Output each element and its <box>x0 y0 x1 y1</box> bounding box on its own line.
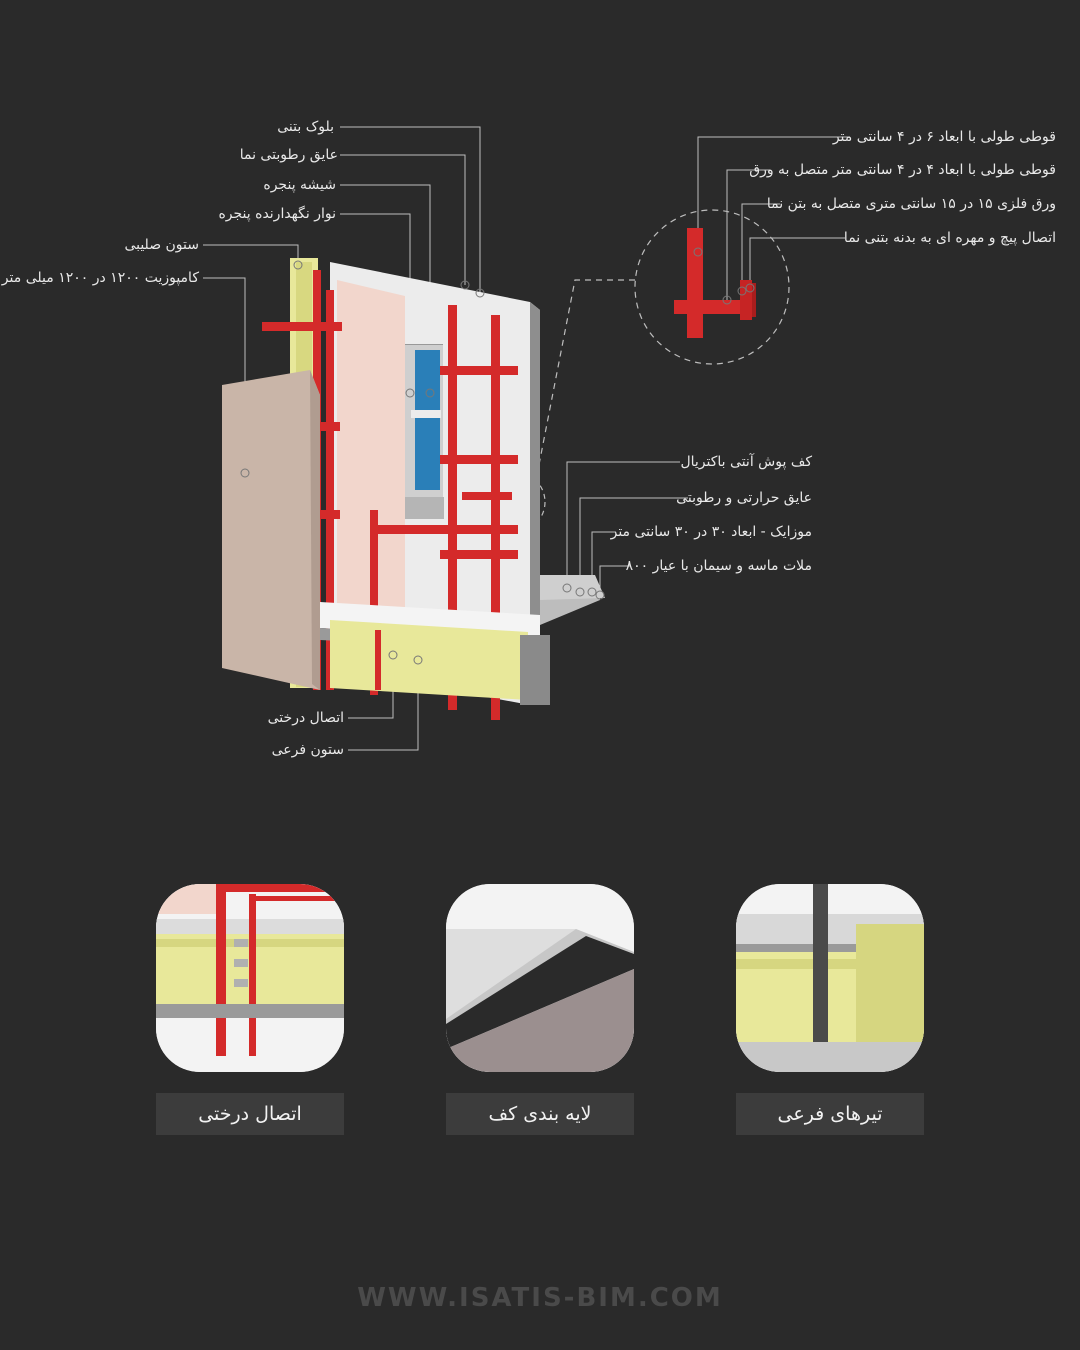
label-window-glass: شیشه پنجره <box>263 177 336 193</box>
label-thermal-moisture-insulation: عایق حرارتی و رطوبتی <box>676 490 812 506</box>
label-box-4x4: قوطی طولی با ابعاد ۴ در ۴ سانتی متر متصل به ورق <box>749 162 1056 178</box>
caption-floor-layers: لایه بندی کف <box>446 1093 634 1135</box>
secondary-beams-detail-image <box>736 884 924 1072</box>
label-secondary-column: ستون فرعی <box>271 742 344 758</box>
label-composite-panel: کامپوزیت ۱۲۰۰ در ۱۲۰۰ میلی متر <box>1 270 199 286</box>
label-window-retainer-strip: نوار نگهدارنده پنجره <box>218 206 336 222</box>
label-mosaic-tile: موزایک - ابعاد ۳۰ در ۳۰ سانتی متر <box>610 524 812 540</box>
website-footer: WWW.ISATIS-BIM.COM <box>357 1283 723 1313</box>
caption-tree-connection: اتصال درختی <box>156 1093 344 1135</box>
label-box-6x4: قوطی طولی با ابعاد ۶ در ۴ سانتی متر <box>832 129 1056 145</box>
label-steel-plate: ورق فلزی ۱۵ در ۱۵ سانتی متری متصل به بتن نما <box>766 196 1056 212</box>
label-facade-waterproofing: عایق رطوبتی نما <box>239 147 338 163</box>
caption-secondary-beams: تیرهای فرعی <box>736 1093 924 1135</box>
label-cross-column: ستون صلیبی <box>124 237 199 253</box>
label-cement-mortar: ملات ماسه و سیمان با عیار ۸۰۰ <box>625 558 812 574</box>
label-antibacterial-flooring: کف پوش آنتی باکتریال <box>680 454 812 470</box>
floor-layers-detail-image <box>446 884 634 1072</box>
label-bolt-connection: اتصال پیچ و مهره ای به بدنه بتنی نما <box>843 230 1056 246</box>
label-concrete-block: بلوک بتنی <box>277 119 334 135</box>
label-tree-connection: اتصال درختی <box>267 710 344 726</box>
tree-connection-detail-image <box>156 884 344 1072</box>
